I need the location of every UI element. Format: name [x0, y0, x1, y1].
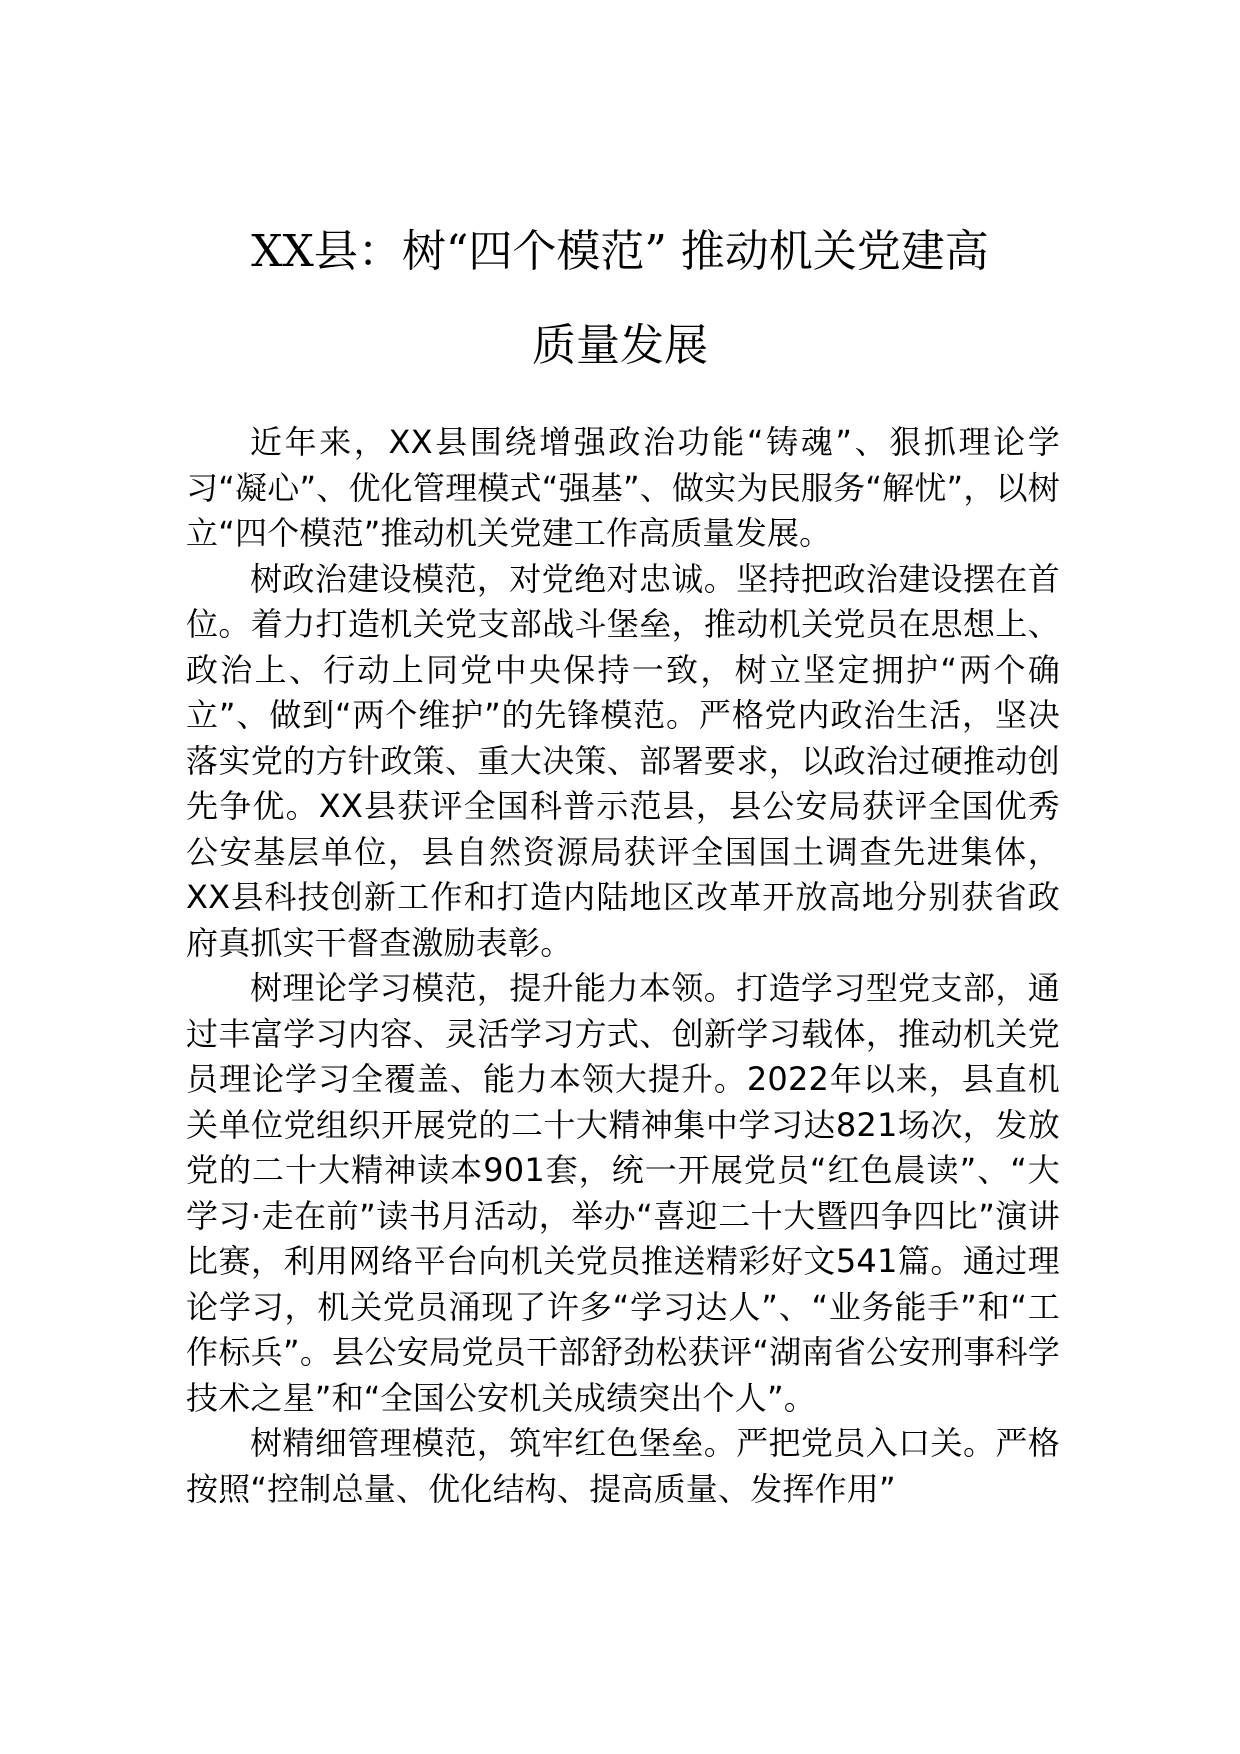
title-line-1: XX县：树“四个模范” 推动机关党建高	[251, 226, 989, 277]
paragraph-theory: 树理论学习模范，提升能力本领。打造学习型党支部，通过丰富学习内容、灵活学习方式、创新学习载体，推动机关党员理论学习全覆盖、能力本领大提升。2022年以来，县直机关单位党组织开展党的二十大精神集中学习达821场次，发放党的二十大精神读本901套，统一开展党员“红色晨读”、“大学习·走在前”读书月活动，举办“喜迎二十大暨四争四比”演讲比赛，利用网络平台向机关党员推送精彩好文541篇。通过理论学习，机关党员涌现了许多“学习达人”、“业务能手”和“工作标兵”。县公安局党员干部舒劲松获评“湖南省公安刑事科学技术之星”和“全国公安机关成绩突出个人”。	[186, 969, 1060, 1417]
document-body	[186, 420, 1060, 1512]
paragraph-intro: 近年来，XX县围绕增强政治功能“铸魂”、狠抓理论学习“凝心”、优化管理模式“强基”、做实为民服务“解忧”，以树立“四个模范”推动机关党建工作高质量发展。	[186, 423, 1060, 552]
title-line-2: 质量发展	[532, 320, 708, 371]
paragraph-political: 树政治建设模范，对党绝对忠诚。坚持把政治建设摆在首位。着力打造机关党支部战斗堡垒，推动机关党员在思想上、政治上、行动上同党中央保持一致，树立坚定拥护“两个确立”、做到“两个维护”的先锋模范。严格党内政治生活，坚决落实党的方针政策、重大决策、部署要求，以政治过硬推动创先争优。XX县获评全国科普示范县，县公安局获评全国优秀公安基层单位，县自然资源局获评全国国土调查先进集体，XX县科技创新工作和打造内陆地区改革开放高地分别获省政府真抓实干督查激励表彰。	[186, 559, 1060, 962]
document-title	[190, 205, 1050, 393]
paragraph-management: 树精细管理模范，筑牢红色堡垒。严把党员入口关。严格按照“控制总量、优化结构、提高质量、发挥作用”	[186, 1424, 1060, 1508]
